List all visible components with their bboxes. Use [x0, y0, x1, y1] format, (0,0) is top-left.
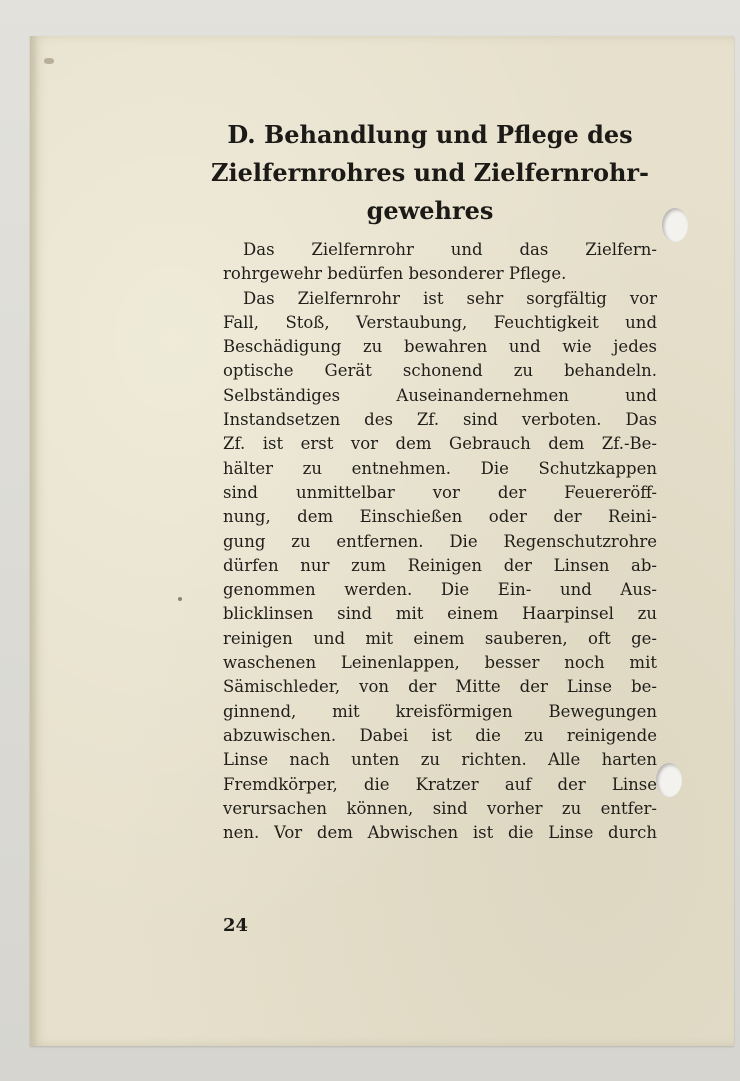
- text-line: abzuwischen. Dabei ist die zu reinigende: [223, 725, 657, 745]
- text-line: waschenen Leinenlappen, besser noch mit: [223, 653, 657, 673]
- text-line: hälter zu entnehmen. Die Schutzkappen: [223, 458, 657, 478]
- body-paragraphs: [223, 238, 657, 845]
- text-line: Fall, Stoß, Verstaubung, Feuchtigkeit und: [223, 312, 657, 332]
- page-number: 24: [223, 915, 249, 936]
- heading-line: gewehres: [366, 196, 494, 225]
- text-line: genommen werden. Die Ein- und Aus-: [223, 580, 657, 600]
- text-line: Selbständiges Auseinandernehmen und: [223, 385, 657, 405]
- text-line: Zf. ist erst vor dem Gebrauch dem Zf.-Be-: [223, 434, 657, 454]
- text-line: Sämischleder, von der Mitte der Linse be-: [223, 677, 657, 697]
- text-line: Instandsetzen des Zf. sind verboten. Das: [223, 410, 657, 430]
- text-line: Fremdkörper, die Kratzer auf der Linse: [223, 774, 657, 794]
- text-line: Linse nach unten zu richten. Alle harten: [223, 750, 657, 770]
- heading-line: D. Behandlung und Pflege des: [227, 120, 633, 149]
- text-line: Beschädigung zu bewahren und wie jedes: [223, 337, 657, 357]
- heading-line: Zielfernrohres und Zielfernrohr-: [210, 158, 650, 187]
- text-line: gung zu entfernen. Die Regenschutzrohre: [223, 531, 657, 551]
- paper-speck: [178, 597, 182, 601]
- text-line: verursachen können, sind vorher zu entfer-: [223, 798, 657, 818]
- text-line: Das Zielfernrohr und das Zielfern-: [243, 240, 657, 259]
- text-line: reinigen und mit einem sauberen, oft ge-: [223, 628, 657, 648]
- text-line: ginnend, mit kreisförmigen Bewegungen: [223, 701, 657, 721]
- page-spine-shadow: [30, 36, 38, 1046]
- text-line: dürfen nur zum Reinigen der Linsen ab-: [223, 555, 657, 575]
- text-line: rohrgewehr bedürfen besonderer Pflege.: [223, 264, 567, 284]
- text-line: sind unmittelbar vor der Feuereröff-: [223, 482, 657, 502]
- text-line: blicklinsen sind mit einem Haarpinsel zu: [223, 604, 657, 624]
- text-line: nen. Vor dem Abwischen ist die Linse durch: [223, 823, 657, 843]
- text-line: Das Zielfernrohr ist sehr sorgfältig vor: [243, 288, 657, 308]
- punch-hole-lower: [656, 763, 682, 797]
- text-line: optische Gerät schonend zu behandeln.: [223, 361, 657, 381]
- section-heading: [180, 116, 680, 230]
- text-line: nung, dem Einschießen oder der Reini-: [223, 507, 657, 527]
- paper-speck: [44, 58, 54, 64]
